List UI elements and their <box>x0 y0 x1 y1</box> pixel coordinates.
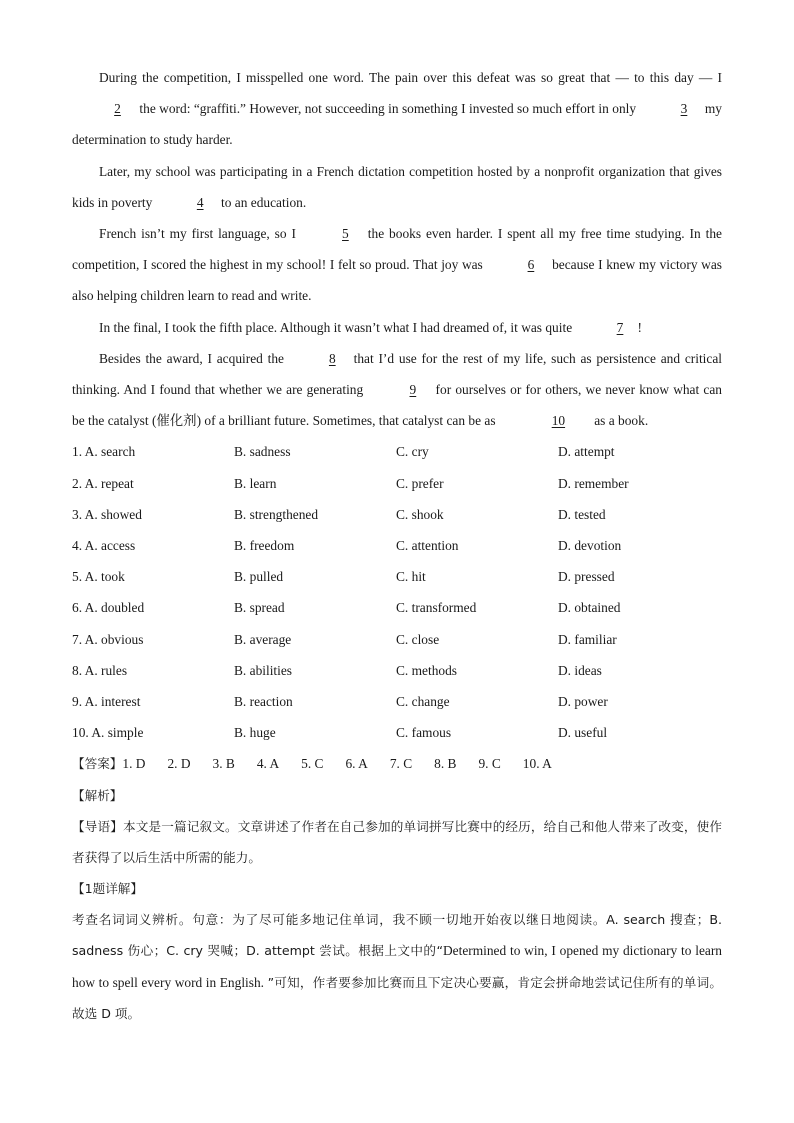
blank-9[interactable]: 9 <box>409 382 417 398</box>
option[interactable]: C. shook <box>396 506 444 522</box>
answer-item: 8. B <box>434 756 457 772</box>
option[interactable]: B. sadness <box>234 444 291 460</box>
passage-paragraph-4 <box>72 312 722 343</box>
option[interactable]: B. spread <box>234 600 285 616</box>
text-run: Besides the award, I acquired the <box>99 350 289 366</box>
question-1-explanation <box>72 904 722 1029</box>
option[interactable]: C. famous <box>396 725 452 741</box>
text-run: In the final, I took the fifth place. Although it wasn’t what I had dreamed of, it was quite <box>99 319 576 335</box>
option[interactable]: D. obtained <box>558 600 621 616</box>
blank-5[interactable]: 5 <box>342 226 349 242</box>
option-row-8 <box>72 655 722 686</box>
option[interactable]: 4. A. access <box>72 538 136 553</box>
option[interactable]: C. cry <box>396 444 429 460</box>
text-run: for ourselves or for others, we never know what can be the catalyst (催化剂) of a brilliant future. Sometimes, that catalyst can be as <box>72 382 722 429</box>
question-1-label: 【1题详解】 <box>72 881 143 897</box>
option[interactable]: D. tested <box>558 506 606 522</box>
option-row-9 <box>72 686 722 717</box>
option-row-3 <box>72 499 722 530</box>
text-run: my determination to study harder. <box>72 101 722 148</box>
passage-paragraph-2 <box>72 156 722 218</box>
option[interactable]: C. hit <box>396 569 426 585</box>
answer-key <box>72 748 722 779</box>
option[interactable]: D. devotion <box>558 538 622 553</box>
passage-paragraph-5 <box>72 343 722 437</box>
blank-8[interactable]: 8 <box>328 350 336 366</box>
option[interactable]: 2. A. repeat <box>72 475 134 491</box>
text-run: 考查名词词义辨析。句意：为了尽可能多地记住单词，我不顾一切地开始夜以继日地阅读。A. search 搜查；B. sadness 伤心；C. cry 哭喊；D. attempt 尝试。根据上文中的“ <box>72 912 722 959</box>
option[interactable]: C. methods <box>396 662 458 678</box>
passage-paragraph-1 <box>72 62 722 156</box>
analysis-intro: 【导语】本文是一篇记叙文。文章讲述了作者在自己参加的单词拼写比赛中的经历，给自己和他人带来了改变，使作者获得了以后生活中所需的能力。 <box>72 818 722 865</box>
answer-item: 4. A <box>256 756 280 772</box>
option[interactable]: D. power <box>558 693 608 709</box>
option[interactable]: 8. A. rules <box>72 662 128 678</box>
option[interactable]: D. attempt <box>558 444 615 460</box>
answer-item: 10. A <box>522 756 552 772</box>
answer-item: 2. D <box>167 756 191 772</box>
option-row-5 <box>72 561 722 592</box>
answer-item: 9. C <box>478 756 501 772</box>
option[interactable]: 10. A. simple <box>72 725 144 741</box>
option-row-4 <box>72 530 722 561</box>
option[interactable]: B. pulled <box>234 569 284 585</box>
answer-item: 3. B <box>212 756 235 772</box>
option[interactable]: D. remember <box>558 475 629 491</box>
option[interactable]: 3. A. showed <box>72 506 142 522</box>
option[interactable]: B. reaction <box>234 693 293 709</box>
text-run: the word: “graffiti.” However, not succeeding in something I invested so much effort in only <box>136 101 640 117</box>
blank-7[interactable]: 7 <box>616 319 624 335</box>
options-list <box>72 436 722 748</box>
text-run: that I’d use for the rest of my life, such as persistence and critical thinking. And I found that whether we are generating <box>72 350 722 398</box>
answer-item: 1. D <box>122 756 146 772</box>
option[interactable]: 7. A. obvious <box>72 631 144 647</box>
option[interactable]: C. change <box>396 693 450 709</box>
option-row-2 <box>72 468 722 499</box>
option[interactable]: B. huge <box>234 725 276 741</box>
option-row-10 <box>72 717 722 748</box>
quoted-sentence: Determined to win, I opened my dictionary to learn how to spell every word in English. <box>72 943 722 990</box>
text-run: as a book. <box>590 413 649 429</box>
analysis-label: 【解析】 <box>72 787 123 803</box>
answer-label: 【答案】 <box>72 756 123 772</box>
option[interactable]: D. pressed <box>558 569 615 585</box>
option[interactable]: B. strengthened <box>234 506 319 522</box>
option[interactable]: B. learn <box>234 475 277 491</box>
text-run: the books even harder. I spent all my free time studying. In the competition, I scored the highest in my school! I felt so proud. That joy was <box>72 226 722 273</box>
option[interactable]: 5. A. took <box>72 569 125 585</box>
option[interactable]: C. close <box>396 631 440 647</box>
text-run: Later, my school was participating in a French dictation competition hosted by a nonprofit organization that gives kids in poverty <box>72 163 722 210</box>
passage-paragraph-3 <box>72 218 722 312</box>
blank-2[interactable]: 2 <box>114 101 121 117</box>
option[interactable]: D. useful <box>558 725 608 741</box>
option-row-1 <box>72 436 722 467</box>
text-run: ! <box>637 319 642 335</box>
text-run: ”可知，作者要参加比赛而且下定决心要赢，肯定会拼命地尝试记住所有的单词。故选 D 项。 <box>72 974 722 1021</box>
text-run: because I knew my victory was also helping children learn to read and write. <box>72 257 722 304</box>
option[interactable]: 1. A. search <box>72 444 136 460</box>
option-row-7 <box>72 624 722 655</box>
option[interactable]: B. average <box>234 631 292 647</box>
option[interactable]: 6. A. doubled <box>72 600 145 616</box>
option[interactable]: 9. A. interest <box>72 693 141 709</box>
blank-4[interactable]: 4 <box>196 194 204 210</box>
option[interactable]: C. prefer <box>396 475 444 491</box>
option[interactable]: B. abilities <box>234 662 293 678</box>
text-run: French isn’t my first language, so I <box>99 226 301 242</box>
document-page <box>72 62 722 1029</box>
blank-3[interactable]: 3 <box>680 101 688 117</box>
blank-10[interactable]: 10 <box>551 413 566 429</box>
answer-item: 6. A <box>345 756 368 772</box>
option[interactable]: D. familiar <box>558 631 617 647</box>
answer-item: 5. C <box>301 756 324 772</box>
option[interactable]: B. freedom <box>234 538 295 553</box>
text-run: During the competition, I misspelled one word. The pain over this defeat was so great that — to this day — I <box>99 70 722 85</box>
blank-6[interactable]: 6 <box>527 257 535 273</box>
option[interactable]: C. transformed <box>396 600 477 616</box>
answer-item: 7. C <box>389 756 413 772</box>
text-run: to an education. <box>217 194 307 210</box>
option[interactable]: C. attention <box>396 538 459 553</box>
option-row-6 <box>72 592 722 623</box>
option[interactable]: D. ideas <box>558 662 602 678</box>
